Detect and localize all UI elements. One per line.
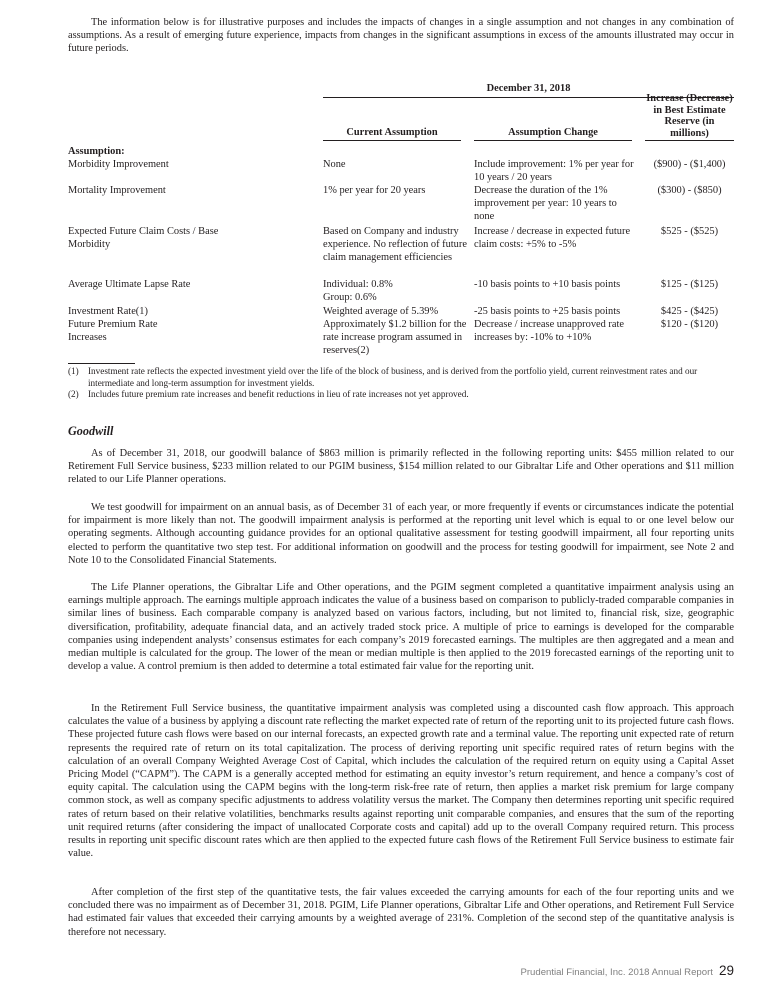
current-assumption: Approximately $1.2 billion for the rate increase program assumed in reserves(2) — [323, 319, 467, 357]
column-header-reserve-impact: Increase (Decrease) in Best Estimate Reserve (in millions) — [646, 93, 733, 139]
footnote — [68, 366, 734, 389]
reserve-impact: $425 - ($425) — [660, 306, 719, 317]
assumption-name: Investment Rate(1) — [68, 306, 148, 317]
footnote-number: (2) — [68, 389, 79, 400]
assumption-name: Future Premium Rate Increases — [68, 319, 158, 344]
footnote-text: Includes future premium rate increases and benefit reductions in lieu of rate increases not yet approved. — [88, 389, 469, 400]
footnote-number: (1) — [68, 366, 79, 376]
column-header-assumption-change: Assumption Change — [508, 127, 598, 138]
assumption-change: Increase / decrease in expected future claim costs: +5% to -5% — [474, 226, 631, 251]
assumption-change: -25 basis points to +25 basis points — [474, 306, 621, 317]
assumption-name: Mortality Improvement — [68, 185, 166, 196]
page-number: 29 — [718, 963, 734, 978]
goodwill-paragraph: We test goodwill for impairment on an annual basis, as of December 31 of each year, or more frequently if events or circumstances indicate the potential for impairment is more likely than not. The goodwill impairment analysis is performed at the reporting unit level which is equal to or one level below our operating segments. Although accounting guidance provides for an optional qualitative assessment for testing goodwill impairment, all four reporting units elected to perform the quantitative two step test. For additional information on goodwill and the process for testing goodwill for impairment, see Note 2 and Note 10 to the Consolidated Financial Statements. — [68, 502, 734, 566]
reserve-impact: ($300) - ($850) — [657, 185, 722, 196]
goodwill-paragraph: As of December 31, 2018, our goodwill balance of $863 million is primarily reflected in the following reporting units: $455 million related to our Retirement Full Service business, $233 million related to our PGIM business, $154 million related to our Gibraltar Life and Other operations and $11 million related to our Life Planner operations. — [68, 448, 734, 486]
assumption-change: Decrease / increase unapproved rate increases by: -10% to +10% — [474, 319, 624, 344]
footnote-rule — [68, 363, 135, 364]
column-rule — [474, 140, 632, 141]
footer-report-title: Prudential Financial, Inc. 2018 Annual Report — [520, 967, 713, 978]
column-rule — [645, 140, 734, 141]
assumption-change: -10 basis points to +10 basis points — [474, 279, 621, 290]
section-label: Assumption: — [68, 146, 125, 157]
current-assumption: 1% per year for 20 years — [323, 185, 426, 196]
current-assumption: Based on Company and industry experience. No reflection of future claim management efficiencies — [323, 226, 467, 264]
footnotes — [68, 366, 734, 401]
intro-paragraph: The information below is for illustrative purposes and includes the impacts of changes in a single assumption and not changes in any combination of assumptions. As a result of emerging future experience, impacts from changes in the significant assumptions in excess of the amounts illustrated may occur in future periods. — [68, 17, 734, 55]
goodwill-paragraph: After completion of the first step of the quantitative tests, the fair values exceeded the carrying amounts for each of the four reporting units and we concluded there was no impairment as of December 31, 2018. PGIM, Life Planner operations, Gibraltar Life and Other operations, and Retirement Full Service had estimated fair values that exceeded their carrying amounts by a weighted average of 231%. Completion of the second step of the quantitative analysis is therefore not necessary. — [68, 887, 734, 938]
section-heading-goodwill: Goodwill — [68, 424, 114, 438]
period-header: December 31, 2018 — [486, 83, 571, 94]
assumption-name: Average Ultimate Lapse Rate — [68, 279, 191, 290]
goodwill-paragraph: In the Retirement Full Service business, the quantitative impairment analysis was completed using a discounted cash flow approach. This approach calculates the value of a business by applying a discount rate reflecting the market expected rate of return of the reporting unit to its projected future cash flows. These projected future cash flows were based on our internal forecasts, an expected growth rate and a terminal value. The reporting unit expected rate of return represents the required rate of return on its total capitalization. The process of deriving reporting unit specific required rates of return begins with the calculation of an overall Company Weighted Average Cost of Capital, which includes the calculation of the required return on equity using a Capital Asset Pricing Model (“CAPM”). The CAPM is a generally accepted method for estimating an equity investor’s return requirement, and hence a company’s cost of equity capital. The calculation using the CAPM begins with the long-term risk-free rate of return, then applies a market risk premium for large company common stock, as well as company specific adjustments to address volatility versus the market. The Company then determines reporting unit specific required rates of return based on their relative volatilities, benchmarks results against reporting unit comparable companies, and ensures that the sum of the reporting unit required returns (after considering the impact of unallocated Corporate costs and capital) add up to the overall Company required return. This process results in reporting unit specific discount rates which are then applied to the expected future cash flows of the Retirement Full Service business to estimate fair value. — [68, 703, 734, 860]
reserve-impact: $525 - ($525) — [660, 226, 719, 237]
reserve-impact: $125 - ($125) — [660, 279, 719, 290]
reserve-impact: ($900) - ($1,400) — [653, 159, 726, 170]
goodwill-paragraph: The Life Planner operations, the Gibraltar Life and Other operations, and the PGIM segment completed a quantitative impairment analysis using an earnings multiple approach. The earnings multiple approach indicates the value of a business based on comparison to publicly-traded comparable companies in similar lines of business. Each comparable company is analyzed based on various factors, including, but not limited to, financial risk, size, geographic diversification, profitability, adequate financial data, and an actively traded stock price. A multiple of price to earnings is developed for the comparable companies using independent analysts’ consensus estimates for each company’s 2019 forecasted earnings. The multiples are then aggregated and a mean and median multiple is calculated for the group. The lower of the mean or median multiple is then applied to the 2019 forecasted earnings of the reporting unit to develop a value. A control premium is then added to determine a total estimated fair value for the reporting unit. — [68, 582, 734, 673]
column-header-current-assumption: Current Assumption — [346, 127, 438, 138]
assumption-change: Include improvement: 1% per year for 10 years / 20 years — [474, 159, 634, 184]
assumption-change: Decrease the duration of the 1% improvement per year: 10 years to none — [474, 185, 617, 223]
current-assumption: Weighted average of 5.39% — [323, 306, 439, 317]
current-assumption: Individual: 0.8% Group: 0.6% — [323, 279, 393, 304]
reserve-impact: $120 - ($120) — [660, 319, 719, 330]
assumption-name: Expected Future Claim Costs / Base Morbidity — [68, 226, 219, 251]
current-assumption: None — [323, 159, 346, 170]
footnote — [68, 389, 734, 401]
assumption-name: Morbidity Improvement — [68, 159, 169, 170]
footnote-text: Investment rate reflects the expected investment yield over the life of the block of business, and is derived from the portfolio yield, current reinvestment rates and our intermediate and long-term assumption for investment yields. — [88, 366, 698, 388]
column-rule — [323, 140, 461, 141]
page-footer — [520, 964, 734, 979]
